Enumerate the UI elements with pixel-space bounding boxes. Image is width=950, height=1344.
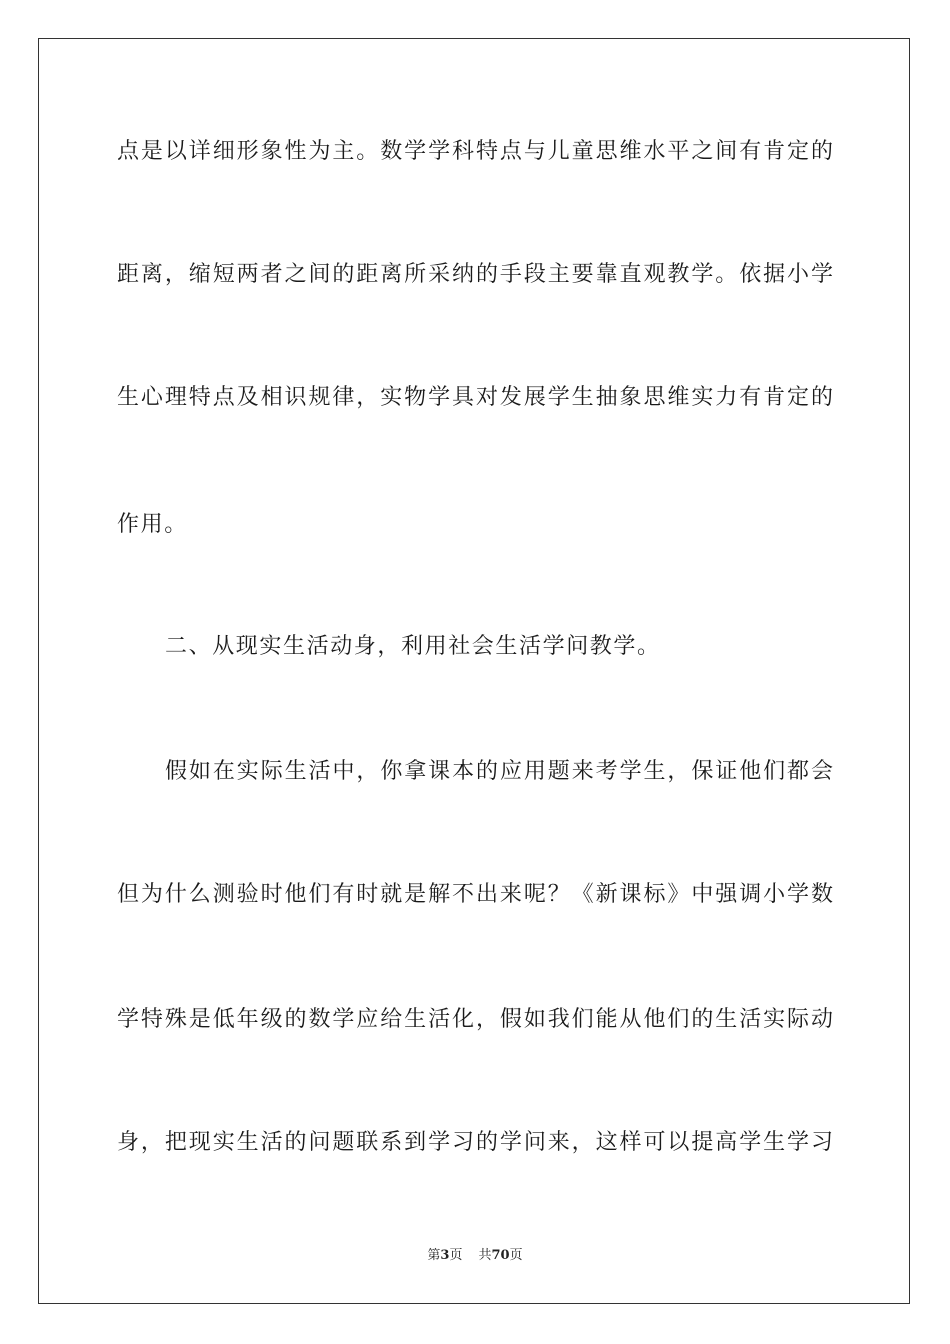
page-footer	[0, 1247, 950, 1265]
footer-page-prefix: 第	[427, 1248, 441, 1263]
body-text-line: 学特殊是低年级的数学应给生活化，假如我们能从他们的生活实际动	[117, 1007, 833, 1032]
footer-page-suffix: 页	[449, 1248, 463, 1263]
footer-total-suffix: 页	[509, 1248, 523, 1263]
body-text-line: 身，把现实生活的问题联系到学习的学问来，这样可以提高学生学习	[117, 1130, 833, 1155]
body-text-line: 作用。	[117, 512, 188, 537]
body-text-line: 距离，缩短两者之间的距离所采纳的手段主要靠直观教学。依据小学	[117, 262, 833, 287]
body-text-line: 生心理特点及相识规律，实物学具对发展学生抽象思维实力有肯定的	[117, 385, 833, 410]
body-text-line: 假如在实际生活中，你拿课本的应用题来考学生，保证他们都会	[165, 759, 833, 784]
section-heading: 二、从现实生活动身，利用社会生活学问教学。	[165, 634, 661, 659]
body-text-line: 但为什么测验时他们有时就是解不出来呢？《新课标》中强调小学数	[117, 882, 833, 907]
footer-page-number: 3	[440, 1248, 450, 1263]
footer-total-prefix: 共	[478, 1248, 492, 1263]
footer-total-pages: 70	[491, 1248, 510, 1263]
page-border	[38, 38, 910, 1304]
body-text-line: 点是以详细形象性为主。数学学科特点与儿童思维水平之间有肯定的	[117, 139, 833, 164]
